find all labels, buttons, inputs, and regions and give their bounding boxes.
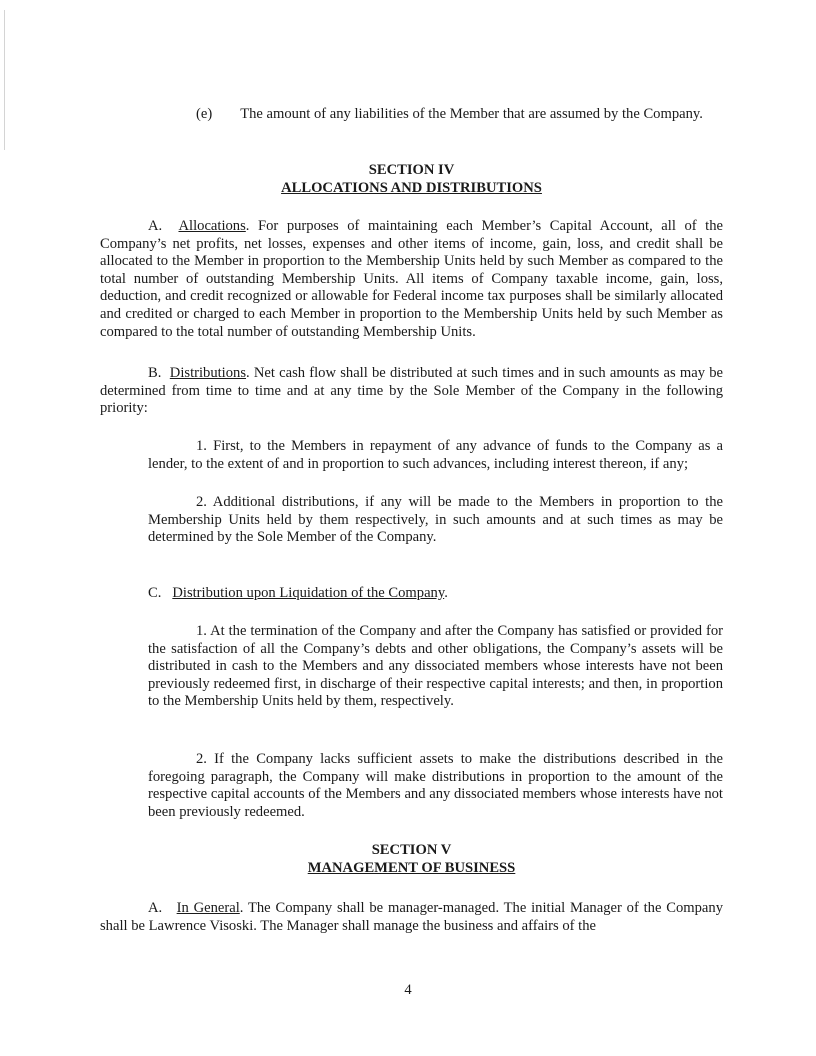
liquidation-suffix: . xyxy=(444,585,448,601)
item-e-label: (e) xyxy=(196,106,213,122)
section-4-number: SECTION IV xyxy=(368,162,455,178)
liquidation-item-1-text: 1. At the termination of the Company and after the Company has satisfied or provided for the satisfaction of all the Company’s debts and other obligations, the Company’s assets will be distributed in cash to the Members and any dissociated members whose interests have not been previously redeemed first, in discharge of their respective capital interests; and then, in proportion to the Membership Units held by them, respectively. xyxy=(148,623,723,710)
liquidation-item-2-text: 2. If the Company lacks sufficient assets to make the distributions described in the foregoing paragraph, the Company will make distributions in proportion to the amount of the respective capital accounts of the Members and any dissociated members whose interests have not been previously redeemed. xyxy=(148,751,723,820)
in-general-prefix: A. xyxy=(148,900,163,916)
distributions-item-1 xyxy=(148,438,723,473)
distributions-prefix: B. xyxy=(148,365,162,381)
allocations-paragraph xyxy=(100,218,723,341)
section-5-title: MANAGEMENT OF BUSINESS xyxy=(307,859,516,876)
distributions-heading: Distributions xyxy=(169,365,247,381)
item-e-text: The amount of any liabilities of the Member that are assumed by the Company. xyxy=(240,106,703,122)
in-general-paragraph xyxy=(100,900,723,935)
liquidation-heading: Distribution upon Liquidation of the Company xyxy=(172,585,445,601)
item-e xyxy=(196,106,723,124)
section-5-number: SECTION V xyxy=(371,842,452,858)
liquidation-item-1 xyxy=(148,623,723,711)
section-4-heading xyxy=(100,162,723,197)
scan-edge-line xyxy=(4,10,5,150)
liquidation-item-2 xyxy=(148,751,723,821)
distributions-item-1-text: 1. First, to the Members in repayment of any advance of funds to the Company as a lender, to the extent of and in proportion to such advances, including interest thereon, if any; xyxy=(148,438,723,472)
in-general-heading: In General xyxy=(176,900,240,916)
allocations-heading: Allocations xyxy=(178,218,246,234)
distributions-text: . Net cash flow shall be distributed at such times and in such amounts as may be determined from time to time and at any time by the Sole Member of the Company in the following priority: xyxy=(100,365,723,417)
allocations-prefix: A. xyxy=(148,218,163,234)
distributions-item-2-text: 2. Additional distributions, if any will be made to the Members in proportion to the Membership Units held by them respectively, in such amounts and at such times as may be determined by the Sole Member of the Company. xyxy=(148,494,723,546)
in-general-text: . The Company shall be manager-managed. The initial Manager of the Company shall be Lawrence Visoski. The Manager shall manage the business and affairs of the xyxy=(100,900,723,934)
section-5-heading xyxy=(100,842,723,877)
allocations-text: . For purposes of maintaining each Member’s Capital Account, all of the Company’s net profits, net losses, expenses and other items of income, gain, loss, and credit shall be allocated to the Member in proportion to the Membership Units held by such Member as compared to the total number of outstanding Membership Units. All items of Company taxable income, gain, loss, deduction, and credit recognized or allowable for Federal income tax purposes shall be similarly allocated and credited or charged to each Member in proportion to the Membership Units held by such Member as compared to the total number of outstanding Membership Units. xyxy=(100,218,723,340)
liquidation-heading-line xyxy=(148,585,723,603)
section-4-title: ALLOCATIONS AND DISTRIBUTIONS xyxy=(281,179,542,196)
page-number: 4 xyxy=(404,982,412,998)
distributions-paragraph xyxy=(100,365,723,418)
liquidation-prefix: C. xyxy=(148,585,162,601)
distributions-item-2 xyxy=(148,494,723,547)
